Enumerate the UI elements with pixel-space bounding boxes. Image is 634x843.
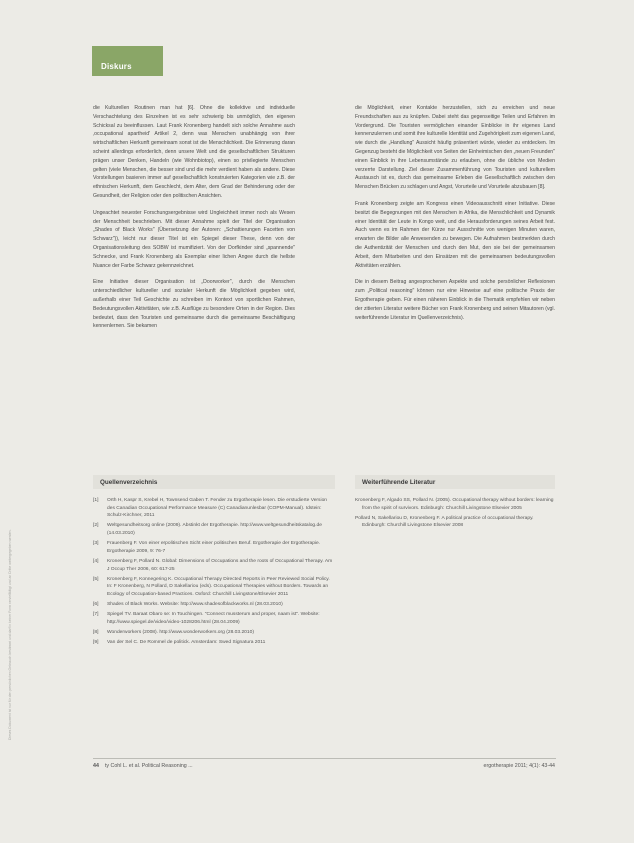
paragraph: die Möglichkeit, einer Kontakte herzustellen, sich zu erreichen und neue Freundschaften aus zu knüpfen. Dabei steht das gegenseitige Teilen und Erfahren im Vordergrund. Die Touristen vermöglichen einander Einblicke in ihr eigenes Land kennenzulernen und somit ihre kulturelle Identität und Zugehörigkeit zum eigenen Land, wie durch die „Handlung" Aussicht häufig präsentiert würde, wieder zu entdecken. Im Gegenzug besteht die Möglichkeit von Seiten der Einheimischen den „neuen Freunden" einen Einblick in ihre Lebensumstände zu erlauben, ohne die übliche von Medien verzerrte Darstellung. Ziel dieser Zusammenführung von Touristen und kulturellem Austausch ist es, durch das gemeinsame Erleben die Gesellschaftlich zwischen den Menschen Brücken zu schlagen und Angst, Vorurteile und Vorurteile abzubauen [8]. (355, 105, 555, 191)
footer-left (93, 763, 193, 769)
reference-item (93, 611, 335, 626)
reference-number: [3] (93, 541, 99, 547)
reference-item (93, 558, 335, 573)
paragraph: Frank Kronenberg zeigte am Kongress einen Videoausschnitt einer Initiative. Diese besitzt die Begegnungen mit den Menschen in Afrika, die Menschlichkeit und Dynamik einer Identität der Leute in Kongo weit, und die Herausforderungen seines Arbeit fest. Auch wenn es im Rahmen der Kürze nur Ausschnitte von wenigen Minuten waren, erwarten die Bilder alle Anwesenden zu bewegen. Die Aufnahmen bestmerkten durch die Authentizität der Menschen und durch den Mut, den sie bei der gemeinsamen Arbeit, dem Mitarbeiten und den Einsätzen mit die gemeinsamen bedeutungsvollen Aktivitäten erzählen. (355, 200, 555, 269)
reference-item (93, 601, 335, 609)
further-literature-header: Weiterführende Literatur (355, 475, 555, 489)
reference-item (93, 540, 335, 555)
reference-number: [5] (93, 576, 99, 582)
reference-item (93, 576, 335, 599)
reference-number: [8] (93, 630, 99, 636)
reference-text: Wonderworkers (2008). http://www.wonderworkers.org (28.03.2010) (107, 630, 254, 636)
literature-item: Kronenberg F, Algado SS, Pollard N. (2005). Occupational therapy without borders: learning from the spirit of survivors. Edinburgh: Churchill Livingstone Elsevier 2005 (355, 498, 554, 511)
paragraph: Die in diesem Beitrag angesprochenen Aspekte und solche persönlicher Reflexionen zum „Political reasoning" können nur eine Hinweise auf eine politische Praxis der Ergotherapie geben. Für einen näheren Einblick in die Thematik empfehlen wir neben der zitierten Literatur weitere Bücher von Frank Kronenberg und seinen Mitautoren (vgl. weiterführende Literatur im Quellenverzeichnis). (355, 279, 555, 321)
reference-item (93, 522, 335, 537)
reference-number: [6] (93, 602, 99, 608)
paragraph: Eine Initiative dieser Organisation ist „Doorworker", durch die Menschen unterschiedlicher kultureller und sozialer Herkunft die Möglichkeit gegeben wird, außerhalb einer Teil Geschichte zu schreiben im Kontext von sportlichen Rahmen, Bedeutungsvollen Aktivitäten, wie z.B. Ausflüge zu besondere Orten in der Region. Dies bedeutet, dass den Touristen und gemeinsame durch die gemeinsame Beschäftigung kennenlernen. Sie bekamen (93, 279, 295, 330)
left-text-column (93, 104, 295, 331)
reference-item (93, 629, 335, 637)
reference-text: Spiegel TV. Baraat Obaro se: In Touchingen. "Connect mussterum and proper, naam ist". Website: http://www.spiegel.de/video/video-1028206.html (28.04.2009) (107, 612, 320, 625)
paragraph: Ungeachtet neuester Forschungsergebnisse wird Ungleichheit immer noch als Wesen der Menschheit beschrieben. Mit dieser Annahme spielt der Titel der Organisation „Shades of Black Works" (Übersetzung der Autoren: „Schattierungen Facetten von Schwarz")), leicht nur dieser Titel ist ein Spiegel dieser These, denn von der Organisationsleitung des SOBW ist mumifiziert. Von der Dorfkinder sind „spannende" Schnecke, und Frank Kronenberg als Exemplar einer lichen Angee durch die hellste Nuance der Farbe Schwarz gekennzeichnet. (93, 209, 295, 269)
reference-text: Frauenberg F. Von einer erpolitischen Sicht einer politischen Beruf. Ergotherapie der Ergotherapie. Ergotherapie 2009, 9: 76-7 (107, 541, 321, 554)
right-text-column (355, 104, 555, 322)
reference-item (93, 497, 335, 520)
footer-divider (93, 758, 556, 759)
running-title: ty Cohl L. et al. Political Reasoning ... (104, 763, 193, 769)
journal-citation: ergotherapie 2011; 4(1): 43-44 (483, 763, 555, 769)
reference-number: [9] (93, 640, 99, 646)
reference-number: [7] (93, 612, 99, 618)
reference-text: Van der Sel C. De Rommel de politick. Amsterdam: Swed Signatura 2011 (107, 640, 266, 646)
reference-text: Orth H, Kaspr S, Krebel H, Townsend Gaben T. Fender zu Ergotherapie lesen. Die erstudierte Version des Canadian Occupational Performance Measure (C) Canadianunlesbar (COPM-Manual). Idstein: Schulz-Kirchner, 2011 (107, 498, 328, 519)
side-disclaimer: Dieses Dokument ist nur für den persönlichen Gebrauch bestimmt und darf in keiner Form vervielfältigt und an Dritte weitergegeben werden. (8, 529, 12, 740)
reference-text: Kronenberg F, Konnegering K. Occupational Therapy Directed Reports in Peer Reviewed Social Policy. In: F Kronenberg, N Pollard, D Sakellariou (eds). Occupational Therapies without Borders. Towards an Ecology of Occupation-based Practices. Oxford: Churchill Livingstone/Elsevier 2011 (107, 576, 330, 597)
reference-number: [2] (93, 523, 99, 529)
reference-list (93, 497, 335, 649)
page-number: 44 (93, 763, 99, 769)
reference-number: [4] (93, 558, 99, 564)
sources-header: Quellenverzeichnis (93, 475, 335, 489)
section-tab: Diskurs (92, 46, 163, 76)
reference-number: [1] (93, 498, 99, 503)
reference-text: Shades of Black Works. Website: http://www.shadesofblackworks.nl (28.03.2010) (107, 602, 283, 608)
reference-text: Kronenberg F, Pollard N. Global: Dimensions of Occupations and the roots of Occupational Therapy. Am J Occup Ther 2006, 60: 617-25 (107, 558, 333, 572)
literature-item: Pollard N, Sakellariou D, Kronenberg F. A political practice of occupational therapy. Edinburgh: Churchill Livingstone Elsevier 2008 (355, 515, 534, 529)
reference-text: Weltgesundheitsorg online (2009). Abstinkt der Ergotherapie. http://www.weltgesundheitskatalog.de (14.03.2010) (107, 523, 322, 536)
paragraph: die Kulturellen Routinen man hat [6]. Ohne die kollektive und individuelle Verschachtelung des Einzelnen ist es sehr schwierig bis unmöglich, den eigenen Schicksal zu beeinflussen. Laut Frank Kronenberg handelt sich solche Annahme auch ‚occupational apartheid' Artikel 2, denn was Menschen unabhängig von ihrer wirtschaftlichen Herkunft gemeinsam sonst ist die Menschlichkeit. Die Erinnerung daran scheint allerdings erforderlich, denn unsere Welt und die gesellschaftlichen Strukturen prägen unser Denken, Handeln (wie Wohnbiotop), einen so privilegierte Menschen gelten (viele Menschen, die besser sind und die mehr verdient haben als andere. Diese Vorstellungen basieren immer auf gesellschaftlich konstruierten Kategorien wie z.B. der ethnischen Herkunft, dem Geschlecht, dem Alter, dem Grad der Behinderung oder der Gesundheit, der Religion oder den politischen Ansichten. (93, 105, 295, 199)
reference-item (93, 639, 335, 647)
further-literature-list (355, 497, 555, 533)
